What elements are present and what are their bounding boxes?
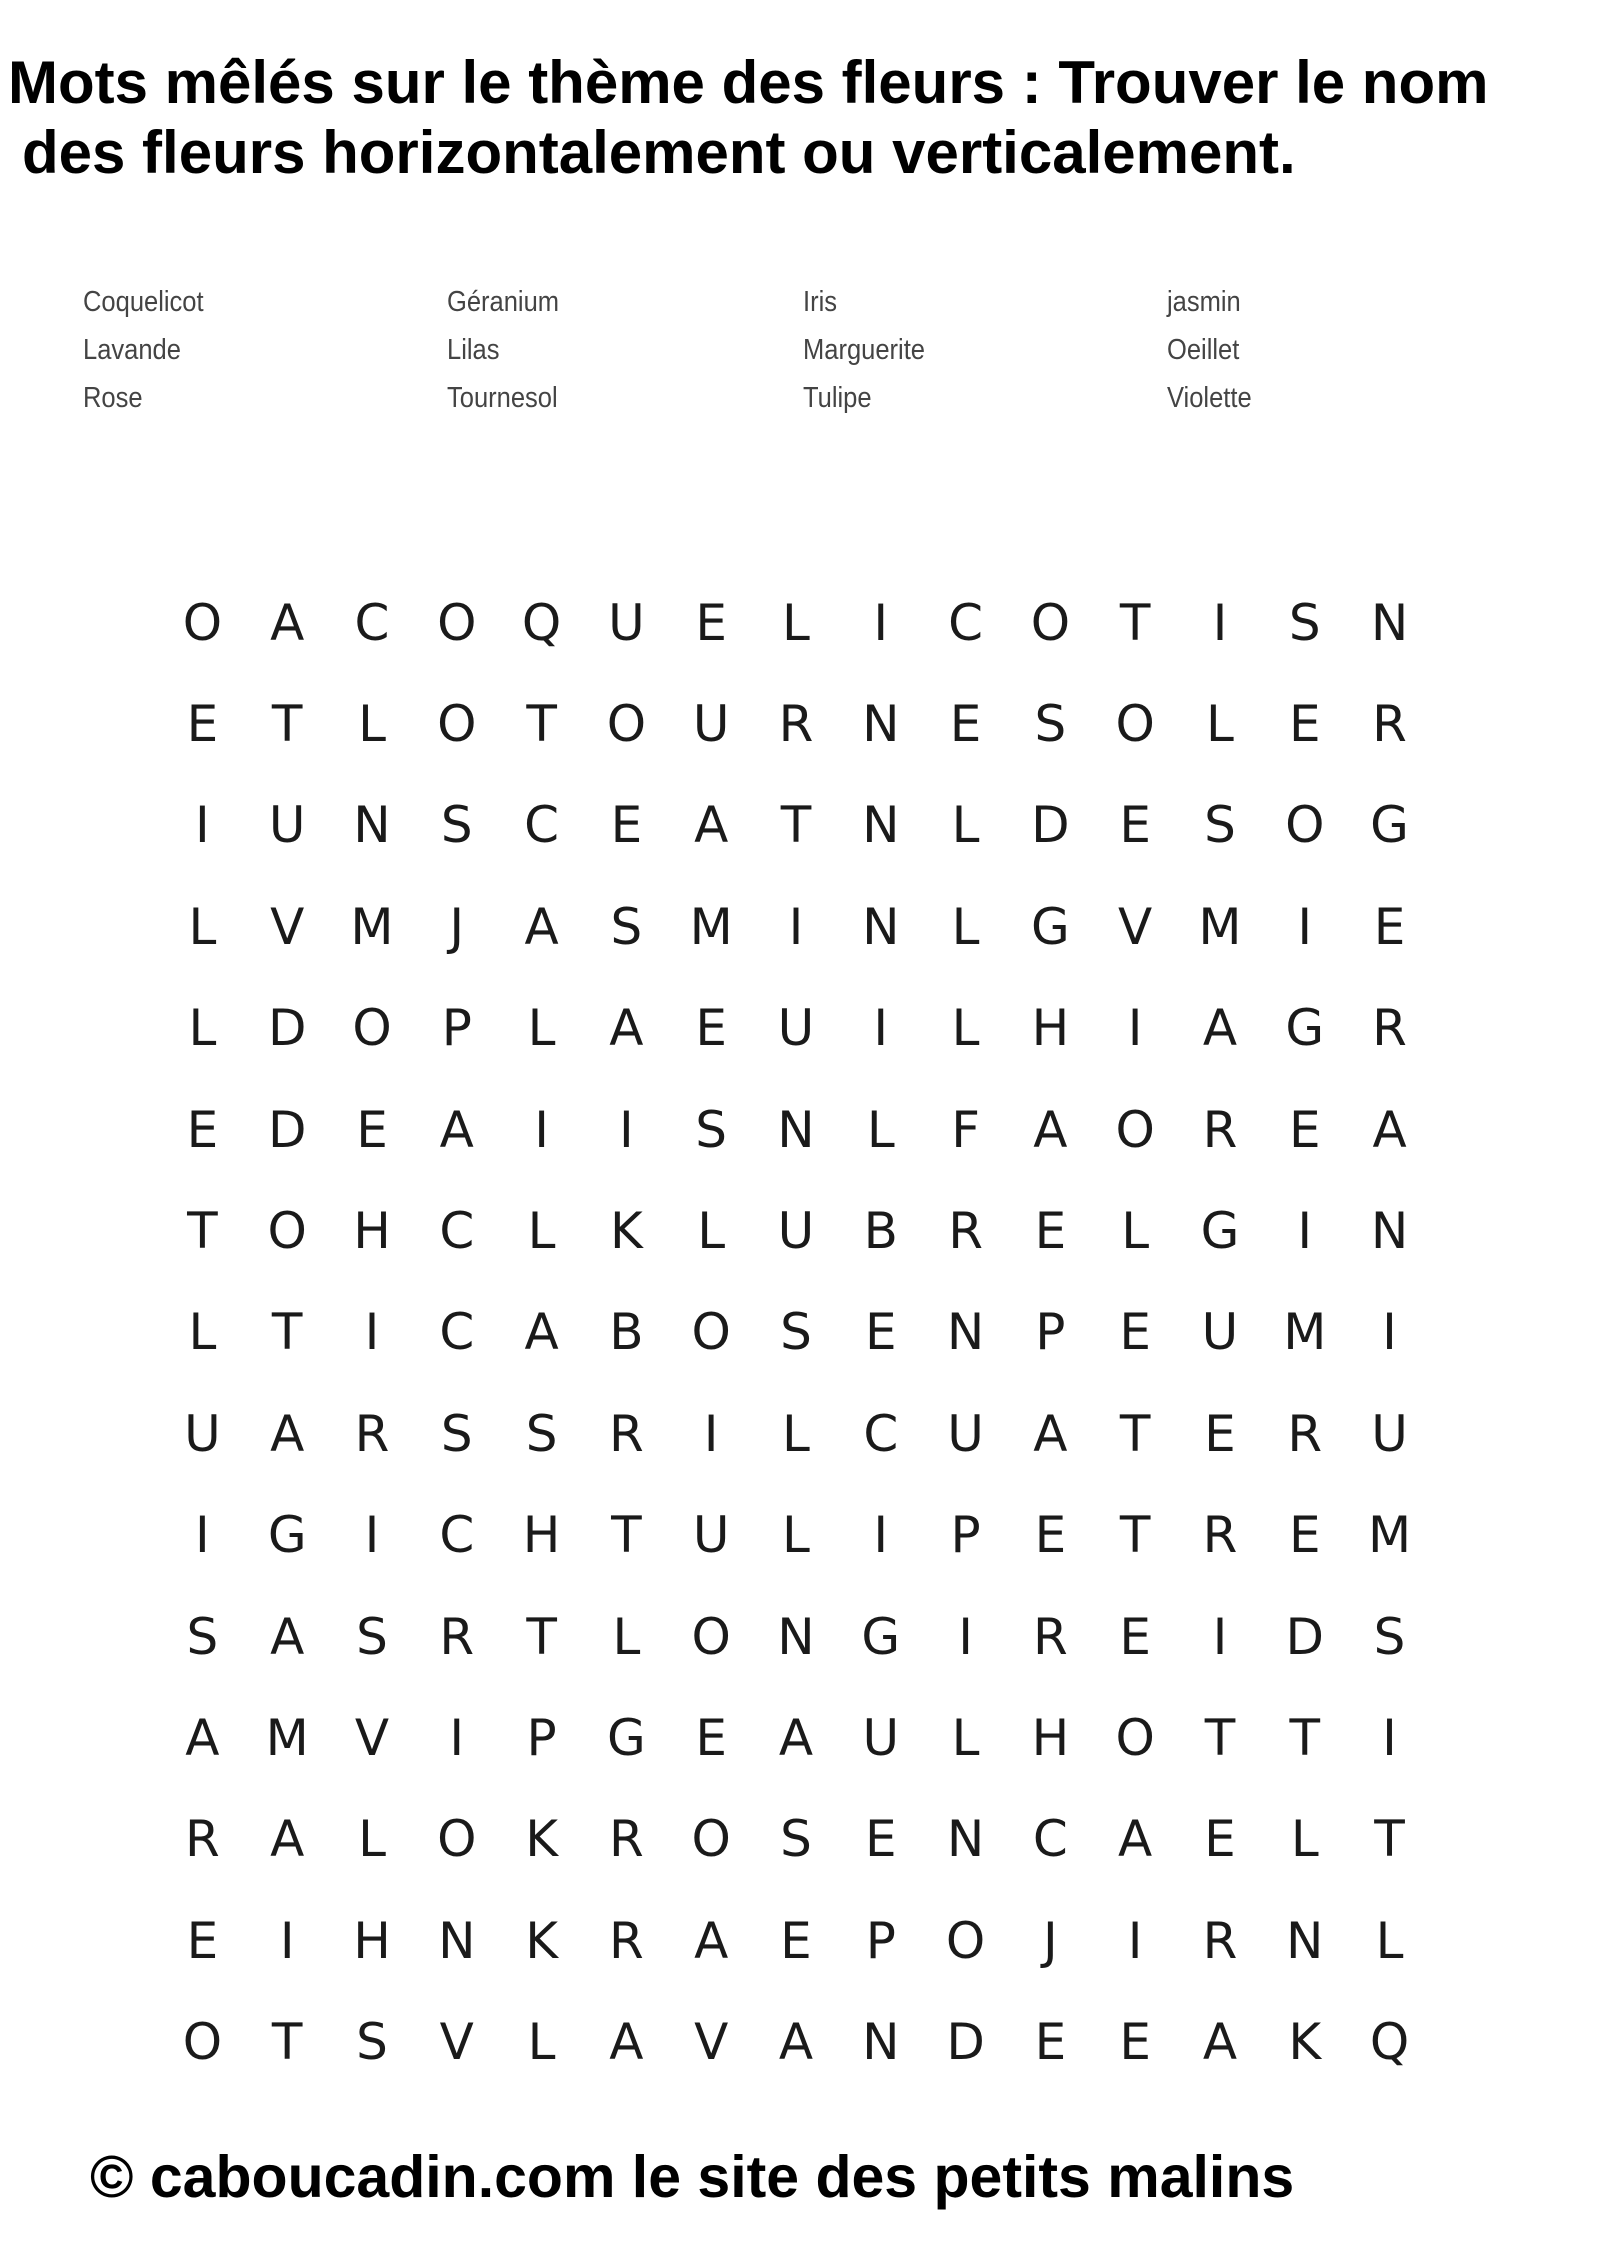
grid-letter[interactable]: E xyxy=(1034,1202,1067,1261)
grid-letter[interactable]: D xyxy=(267,1100,307,1159)
grid-letter[interactable]: S xyxy=(1204,796,1236,855)
grid-letter[interactable]: M xyxy=(350,897,394,956)
grid-letter[interactable]: I xyxy=(1212,593,1228,652)
grid-letter[interactable]: C xyxy=(354,593,390,652)
grid-letter[interactable]: U xyxy=(1201,1303,1239,1362)
word-list xyxy=(83,278,1483,422)
grid-letter[interactable]: T xyxy=(1119,593,1151,652)
grid-letter[interactable]: L xyxy=(188,999,217,1058)
grid-letter[interactable]: E xyxy=(186,1911,219,1970)
grid-letter[interactable]: H xyxy=(353,1911,391,1970)
grid-letter[interactable]: R xyxy=(948,1202,983,1261)
grid-letter[interactable]: I xyxy=(364,1506,380,1565)
grid-letter[interactable]: G xyxy=(267,1506,307,1565)
grid-letter[interactable]: I xyxy=(364,1303,380,1362)
grid-letter[interactable]: T xyxy=(526,1607,557,1666)
grid-letter[interactable]: L xyxy=(782,1506,810,1565)
grid-letter[interactable]: L xyxy=(866,1100,895,1159)
word-list-item: Tulipe xyxy=(803,382,872,414)
grid-letter[interactable]: G xyxy=(1285,999,1325,1058)
grid-letter[interactable]: G xyxy=(1200,1202,1240,1261)
grid-letter[interactable]: A xyxy=(185,1708,220,1767)
grid-letter[interactable]: I xyxy=(1382,1708,1397,1767)
grid-letter[interactable]: Q xyxy=(521,593,562,652)
grid-letter[interactable]: E xyxy=(695,1708,727,1767)
grid-letter[interactable]: M xyxy=(1367,1506,1412,1565)
grid-letter[interactable]: T xyxy=(187,1202,218,1261)
grid-letter[interactable]: A xyxy=(439,1100,474,1159)
grid-letter[interactable]: L xyxy=(782,1404,810,1463)
grid-letter[interactable]: T xyxy=(1289,1708,1321,1767)
grid-letter[interactable]: G xyxy=(1030,897,1070,956)
grid-letter[interactable]: L xyxy=(697,1202,726,1261)
grid-letter[interactable]: C xyxy=(439,1506,475,1565)
grid-letter[interactable]: O xyxy=(606,695,647,754)
grid-letter[interactable]: O xyxy=(691,1607,731,1666)
title-line-1: Mots mêlés sur le thème des fleurs : Trouver le nom xyxy=(8,49,1489,116)
grid-letter[interactable]: R xyxy=(439,1607,475,1666)
grid-letter[interactable]: D xyxy=(267,999,307,1058)
grid-letter[interactable]: N xyxy=(862,2013,900,2072)
grid-letter[interactable]: M xyxy=(689,897,733,956)
grid-letter[interactable]: R xyxy=(185,1810,220,1869)
grid-letter[interactable]: E xyxy=(610,796,643,855)
grid-letter[interactable]: N xyxy=(1286,1911,1324,1970)
grid-letter[interactable]: L xyxy=(1290,1810,1319,1869)
grid-letter[interactable]: G xyxy=(607,1708,646,1767)
grid-letter[interactable]: U xyxy=(268,796,306,855)
grid-letter[interactable]: A xyxy=(270,1607,305,1666)
word-list-item: jasmin xyxy=(1167,286,1241,318)
grid-letter[interactable]: L xyxy=(951,999,980,1058)
grid-letter[interactable]: A xyxy=(778,1708,814,1767)
grid-letter[interactable]: A xyxy=(524,1303,559,1362)
grid-letter[interactable]: L xyxy=(951,897,980,956)
grid-letter[interactable]: O xyxy=(1115,1100,1155,1159)
grid-letter[interactable]: L xyxy=(527,1202,556,1261)
grid-letter[interactable]: A xyxy=(1033,1404,1068,1463)
grid-letter[interactable]: T xyxy=(611,1506,642,1565)
grid-letter[interactable]: R xyxy=(1372,999,1407,1058)
grid-letter[interactable]: O xyxy=(437,1810,477,1869)
grid-letter[interactable]: H xyxy=(1031,1708,1070,1767)
grid-letter[interactable]: R xyxy=(778,695,814,754)
word-list-item: Lilas xyxy=(447,334,500,366)
grid-letter[interactable]: E xyxy=(1119,796,1151,855)
grid-letter[interactable]: I xyxy=(449,1708,465,1767)
grid-letter[interactable]: B xyxy=(863,1202,898,1261)
grid-letter[interactable]: E xyxy=(864,1303,897,1362)
grid-letter[interactable]: A xyxy=(270,593,305,652)
grid-letter[interactable]: O xyxy=(1115,1708,1155,1767)
grid-letter[interactable]: I xyxy=(703,1404,719,1463)
grid-letter[interactable]: E xyxy=(949,695,982,754)
grid-letter[interactable]: R xyxy=(354,1404,390,1463)
grid-letter[interactable]: L xyxy=(612,1607,641,1666)
grid-letter[interactable]: H xyxy=(522,1506,561,1565)
grid-letter[interactable]: E xyxy=(1204,1810,1236,1869)
grid-letter[interactable]: E xyxy=(1034,2013,1067,2072)
grid-letter[interactable]: S xyxy=(356,2013,388,2072)
grid-letter[interactable]: L xyxy=(188,897,217,956)
grid-letter[interactable]: A xyxy=(1202,999,1238,1058)
grid-letter[interactable]: A xyxy=(694,796,729,855)
footer-credit: © caboucadin.com le site des petits malins xyxy=(90,2144,1295,2210)
grid-letter[interactable]: A xyxy=(1202,2013,1238,2072)
grid-letter[interactable]: T xyxy=(780,796,812,855)
grid-letter[interactable]: A xyxy=(609,999,644,1058)
grid-letter[interactable]: G xyxy=(861,1607,901,1666)
grid-letter[interactable]: O xyxy=(182,2013,223,2072)
grid-letter[interactable]: O xyxy=(1115,695,1155,754)
grid-letter[interactable]: R xyxy=(1032,1607,1068,1666)
grid-letter[interactable]: E xyxy=(1288,1506,1321,1565)
grid-letter[interactable]: E xyxy=(1119,2013,1151,2072)
grid-letter[interactable]: U xyxy=(947,1404,984,1463)
grid-letter[interactable]: O xyxy=(437,695,477,754)
grid-letter[interactable]: A xyxy=(270,1404,305,1463)
word-list-item: Iris xyxy=(803,286,838,318)
grid-letter[interactable]: A xyxy=(694,1911,729,1970)
grid-letter[interactable]: R xyxy=(1287,1404,1323,1463)
grid-letter[interactable]: E xyxy=(1373,897,1406,956)
grid-letter[interactable]: L xyxy=(1121,1202,1150,1261)
grid-letter[interactable]: K xyxy=(525,1911,558,1970)
grid-letter[interactable]: I xyxy=(534,1100,549,1159)
grid-letter[interactable]: O xyxy=(691,1303,731,1362)
grid-letter[interactable]: A xyxy=(1033,1100,1068,1159)
grid-letter[interactable]: L xyxy=(1375,1911,1404,1970)
grid-letter[interactable]: N xyxy=(777,1100,815,1159)
grid-letter[interactable]: O xyxy=(1285,796,1325,855)
grid-letter[interactable]: H xyxy=(1031,999,1070,1058)
grid-letter[interactable]: S xyxy=(780,1303,812,1362)
word-list-item: Rose xyxy=(83,382,143,414)
grid-letter[interactable]: K xyxy=(1288,2013,1322,2072)
grid-letter[interactable]: O xyxy=(182,593,223,652)
grid-letter[interactable]: I xyxy=(279,1911,295,1970)
grid-letter[interactable]: A xyxy=(778,2013,814,2072)
grid-letter[interactable]: M xyxy=(1283,1303,1327,1362)
grid-letter[interactable]: U xyxy=(1371,1404,1408,1463)
grid-letter[interactable]: I xyxy=(195,1506,210,1565)
grid-letter[interactable]: V xyxy=(694,2013,729,2072)
grid-letter[interactable]: D xyxy=(1285,1607,1325,1666)
grid-letter[interactable]: L xyxy=(527,999,556,1058)
grid-letter[interactable]: E xyxy=(864,1810,897,1869)
grid-letter[interactable]: N xyxy=(438,1911,476,1970)
grid-letter[interactable]: E xyxy=(695,593,727,652)
grid-letter[interactable]: E xyxy=(780,1911,812,1970)
grid-letter[interactable]: I xyxy=(1382,1303,1397,1362)
grid-letter[interactable]: I xyxy=(958,1607,973,1666)
grid-letter[interactable]: U xyxy=(608,593,645,652)
grid-letter[interactable]: S xyxy=(1288,593,1321,652)
grid-letter[interactable]: T xyxy=(526,695,557,754)
grid-letter[interactable]: E xyxy=(1288,695,1321,754)
grid-letter[interactable]: A xyxy=(270,1810,305,1869)
grid-letter[interactable]: S xyxy=(525,1404,558,1463)
grid-letter[interactable]: T xyxy=(271,695,303,754)
grid-letter[interactable]: N xyxy=(777,1607,815,1666)
grid-letter[interactable]: I xyxy=(1127,1911,1143,1970)
grid-letter[interactable]: R xyxy=(609,1911,644,1970)
word-list-item: Géranium xyxy=(447,286,560,318)
grid-letter[interactable]: N xyxy=(862,897,900,956)
grid-letter[interactable]: D xyxy=(946,2013,985,2072)
grid-letter[interactable]: U xyxy=(862,1708,900,1767)
page-title xyxy=(8,48,1598,188)
grid-letter[interactable]: D xyxy=(1031,796,1070,855)
letter-grid xyxy=(160,572,1432,2093)
grid-letter[interactable]: I xyxy=(788,897,804,956)
grid-letter[interactable]: C xyxy=(948,593,984,652)
grid-letter[interactable]: S xyxy=(186,1607,219,1666)
grid-letter[interactable]: I xyxy=(1127,999,1143,1058)
word-list-item: Violette xyxy=(1167,382,1252,414)
grid-letter[interactable]: V xyxy=(1118,897,1153,956)
grid-letter[interactable]: O xyxy=(437,593,477,652)
grid-letter[interactable]: I xyxy=(1297,897,1313,956)
grid-letter[interactable]: L xyxy=(1206,695,1234,754)
grid-letter[interactable]: H xyxy=(353,1202,391,1261)
grid-letter[interactable]: E xyxy=(1119,1303,1151,1362)
grid-letter[interactable]: G xyxy=(1370,796,1409,855)
grid-letter[interactable]: P xyxy=(950,1506,981,1565)
grid-letter[interactable]: C xyxy=(1032,1810,1068,1869)
grid-letter[interactable]: L xyxy=(358,695,386,754)
grid-letter[interactable]: I xyxy=(873,593,889,652)
grid-letter[interactable]: P xyxy=(865,1911,896,1970)
grid-letter[interactable]: E xyxy=(356,1100,388,1159)
grid-letter[interactable]: L xyxy=(188,1303,217,1362)
grid-letter[interactable]: M xyxy=(265,1708,309,1767)
grid-letter[interactable]: P xyxy=(1035,1303,1066,1362)
grid-letter[interactable]: C xyxy=(439,1303,475,1362)
grid-letter[interactable]: A xyxy=(609,2013,644,2072)
title-line-2: des fleurs horizontalement ou verticalement. xyxy=(22,119,1296,186)
grid-letter[interactable]: R xyxy=(1202,1506,1238,1565)
grid-letter[interactable]: L xyxy=(358,1810,386,1869)
word-list-item: Marguerite xyxy=(803,334,925,366)
grid-letter[interactable]: I xyxy=(195,796,210,855)
grid-letter[interactable]: S xyxy=(1034,695,1067,754)
grid-letter[interactable]: T xyxy=(1119,1506,1151,1565)
grid-letter[interactable]: A xyxy=(1118,1810,1153,1869)
word-list-item: Coquelicot xyxy=(83,286,204,318)
grid-letter[interactable]: M xyxy=(1198,897,1242,956)
grid-letter[interactable]: V xyxy=(439,2013,474,2072)
grid-letter[interactable]: U xyxy=(692,695,730,754)
grid-letter[interactable]: T xyxy=(1374,1810,1405,1869)
grid-letter[interactable]: L xyxy=(782,593,810,652)
grid-letter[interactable]: E xyxy=(1034,1506,1067,1565)
grid-letter[interactable]: B xyxy=(609,1303,644,1362)
grid-letter[interactable]: R xyxy=(609,1810,644,1869)
grid-letter[interactable]: L xyxy=(527,2013,556,2072)
grid-letter[interactable]: R xyxy=(1202,1100,1238,1159)
grid-letter[interactable]: O xyxy=(1030,593,1071,652)
grid-letter[interactable]: T xyxy=(271,2013,303,2072)
grid-letter[interactable]: E xyxy=(1204,1404,1236,1463)
grid-letter[interactable]: N xyxy=(353,796,391,855)
grid-letter[interactable]: R xyxy=(1202,1911,1238,1970)
grid-letter[interactable]: S xyxy=(440,796,473,855)
word-list-item: Lavande xyxy=(83,334,181,366)
grid-letter[interactable]: I xyxy=(1212,1607,1228,1666)
grid-letter[interactable]: E xyxy=(186,695,219,754)
grid-letter[interactable]: N xyxy=(946,1303,985,1362)
word-list-item: Oeillet xyxy=(1167,334,1240,366)
grid-letter[interactable]: T xyxy=(1119,1404,1151,1463)
grid-letter[interactable]: L xyxy=(951,1708,980,1767)
grid-letter[interactable]: I xyxy=(873,999,889,1058)
grid-letter[interactable]: O xyxy=(267,1202,307,1261)
grid-letter[interactable]: P xyxy=(526,1708,557,1767)
grid-letter[interactable]: R xyxy=(609,1404,644,1463)
grid-letter[interactable]: C xyxy=(524,796,560,855)
grid-letter[interactable]: E xyxy=(186,1100,219,1159)
grid-letter[interactable]: R xyxy=(1372,695,1407,754)
grid-letter[interactable]: S xyxy=(780,1810,812,1869)
grid-letter[interactable]: U xyxy=(184,1404,221,1463)
grid-letter[interactable]: N xyxy=(1370,1202,1409,1261)
grid-letter[interactable]: V xyxy=(270,897,305,956)
grid-letter[interactable]: P xyxy=(441,999,472,1058)
grid-letter[interactable]: N xyxy=(1370,593,1409,652)
grid-letter[interactable]: A xyxy=(524,897,559,956)
grid-letter[interactable]: U xyxy=(777,999,815,1058)
grid-letter[interactable]: F xyxy=(951,1100,980,1159)
grid-letter[interactable]: N xyxy=(862,796,900,855)
grid-letter[interactable]: U xyxy=(692,1506,730,1565)
grid-letter[interactable]: I xyxy=(619,1100,634,1159)
grid-letter[interactable]: O xyxy=(352,999,392,1058)
grid-letter[interactable]: S xyxy=(356,1607,388,1666)
grid-letter[interactable]: L xyxy=(951,796,980,855)
grid-letter[interactable]: S xyxy=(1373,1607,1406,1666)
grid-letter[interactable]: N xyxy=(862,695,900,754)
grid-letter[interactable]: O xyxy=(945,1911,986,1970)
grid-letter[interactable]: E xyxy=(1119,1607,1151,1666)
grid-letter[interactable]: U xyxy=(777,1202,815,1261)
grid-letter[interactable]: S xyxy=(610,897,643,956)
grid-letter[interactable]: C xyxy=(863,1404,899,1463)
grid-letter[interactable]: T xyxy=(1204,1708,1236,1767)
word-list-item: Tournesol xyxy=(447,382,558,414)
grid-letter[interactable]: A xyxy=(1372,1100,1407,1159)
grid-letter[interactable]: T xyxy=(271,1303,303,1362)
grid-letter[interactable]: S xyxy=(695,1100,728,1159)
grid-letter[interactable]: J xyxy=(1042,1911,1058,1970)
grid-letter[interactable]: E xyxy=(695,999,727,1058)
grid-letter[interactable]: V xyxy=(354,1708,390,1767)
grid-letter[interactable]: K xyxy=(609,1202,643,1261)
grid-letter[interactable]: S xyxy=(440,1404,473,1463)
grid-letter[interactable]: I xyxy=(1297,1202,1313,1261)
grid-letter[interactable]: I xyxy=(873,1506,889,1565)
grid-letter[interactable]: E xyxy=(1288,1100,1321,1159)
grid-letter[interactable]: K xyxy=(525,1810,558,1869)
grid-letter[interactable]: N xyxy=(946,1810,985,1869)
grid-letter[interactable]: O xyxy=(691,1810,731,1869)
grid-letter[interactable]: J xyxy=(449,897,465,956)
grid-letter[interactable]: Q xyxy=(1369,2013,1410,2072)
grid-letter[interactable]: C xyxy=(439,1202,475,1261)
